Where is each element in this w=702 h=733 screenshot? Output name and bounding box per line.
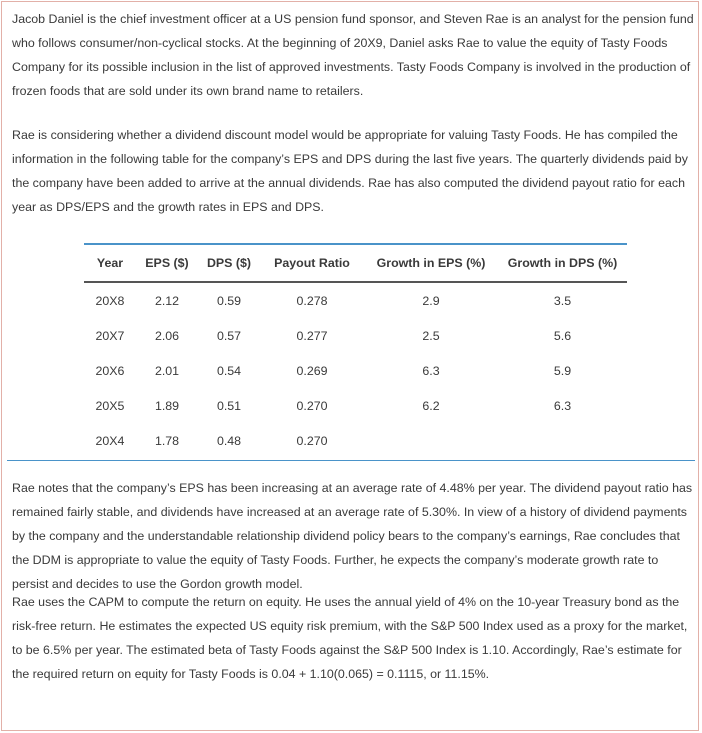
cell-growth-dps: 6.3 [553,398,572,413]
column-header-payout-ratio: Payout Ratio [260,245,364,282]
paragraph-capm: Rae uses the CAPM to compute the return on equity. He uses the annual yield of 4% on the 10-year Treasury bond as the risk-free return. He estimates the expected US equity risk premium, with the S&P 500 Index used as a proxy for the market, to be 6.5% per year. The estimated beta of Tasty Foods against the S&P 500 Index is 1.10. Accordingly, Rae’s estimate for the required return on equity for Tasty Foods is 0.04 + 1.10(0.065) = 0.1115, or 11.15%. [12,595,688,681]
table-row [84,423,627,458]
paragraph-intro: Jacob Daniel is the chief investment officer at a US pension fund sponsor, and Steven Rae is an analyst for the pension fund who follows consumer/non-cyclical stocks. At the beginning of 20X9, Daniel asks Rae to value the equity of Tasty Foods Company for its possible inclusion in the list of approved investments. Tasty Foods Company is involved in the production of frozen foods that are sold under its own brand name to retailers. [12,12,694,98]
cell-growth-eps: 2.5 [422,328,440,343]
cell-payout-ratio: 0.270 [296,433,328,448]
eps-dps-table [84,245,627,458]
cell-growth-eps: 6.3 [422,363,440,378]
cell-year: 20X6 [95,363,125,378]
paragraph-analysis: Rae notes that the company’s EPS has been increasing at an average rate of 4.48% per year. The dividend payout ratio has remained fairly stable, and dividends have increased at an average rate of 5.30%. In view of a history of dividend payments by the company and the understandable relationship dividend policy bears to the company’s earnings, Rae concludes that the DDM is appropriate to value the equity of Tasty Foods. Further, he expects the company’s moderate growth rate to persist and decides to use the Gordon growth model. [12,481,693,591]
paragraph-table-intro: Rae is considering whether a dividend discount model would be appropriate for valuing Tasty Foods. He has compiled the information in the following table for the company’s EPS and DPS during the last five years. The quarterly dividends paid by the company have been added to arrive at the annual dividends. Rae has also computed the dividend payout ratio for each year as DPS/EPS and the growth rates in EPS and DPS. [12,128,688,214]
cell-year: 20X7 [95,328,125,343]
cell-growth-eps: 6.2 [422,398,440,413]
column-header-year: Year [84,245,136,282]
cell-growth-eps [364,423,498,458]
section-divider [7,460,695,461]
cell-year: 20X8 [95,293,125,308]
cell-dps: 0.48 [216,433,242,448]
cell-eps: 2.01 [154,363,180,378]
eps-dps-table-container [84,243,627,458]
cell-dps: 0.57 [216,328,242,343]
content-frame [1,1,699,731]
cell-growth-dps [498,423,627,458]
cell-growth-eps: 2.9 [422,293,440,308]
table-row [84,388,627,423]
cell-growth-dps: 3.5 [553,293,572,308]
table-row [84,353,627,388]
cell-year: 20X5 [95,398,125,413]
cell-dps: 0.54 [216,363,242,378]
table-header-row [84,245,627,282]
column-header-growth-dps: Growth in DPS (%) [498,245,627,282]
cell-eps: 2.06 [154,328,180,343]
column-header-growth-eps: Growth in EPS (%) [364,245,498,282]
cell-payout-ratio: 0.269 [296,363,328,378]
cell-payout-ratio: 0.270 [296,398,328,413]
table-row [84,282,627,318]
cell-eps: 1.89 [154,398,180,413]
cell-payout-ratio: 0.278 [296,293,328,308]
cell-dps: 0.51 [216,398,242,413]
column-header-dps: DPS ($) [198,245,260,282]
cell-dps: 0.59 [216,293,242,308]
column-header-eps: EPS ($) [136,245,198,282]
cell-year: 20X4 [95,433,125,448]
cell-eps: 1.78 [154,433,180,448]
cell-growth-dps: 5.6 [553,328,572,343]
table-row [84,318,627,353]
cell-eps: 2.12 [154,293,180,308]
cell-payout-ratio: 0.277 [296,328,328,343]
cell-growth-dps: 5.9 [553,363,572,378]
